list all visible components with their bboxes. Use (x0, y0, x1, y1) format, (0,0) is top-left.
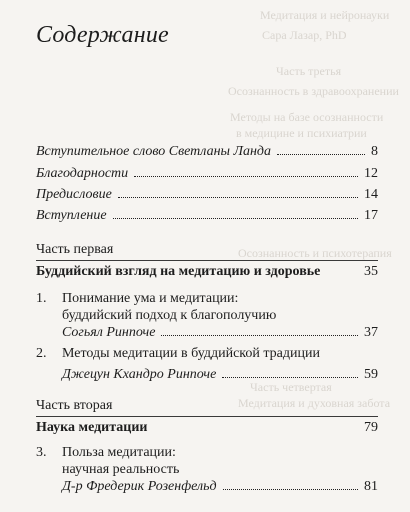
bleed-through-text: Медитация и нейронауки (260, 8, 390, 22)
part-label: Часть первая (36, 242, 114, 257)
leader-dots (161, 335, 358, 336)
toc-entry-label: Вступительное слово Светланы Ланда (36, 144, 271, 159)
toc-entry (36, 208, 378, 224)
part-title-text: Наука медитации (36, 420, 148, 435)
chapter-title-line: буддийский подход к благополучию (62, 308, 277, 323)
bleed-through-text: Осознанность и психотерапия (238, 246, 392, 260)
toc-entry-label: Предисловие (36, 187, 112, 202)
bleed-through-text: Сара Лазар, PhD (262, 28, 347, 42)
chapter-title-line: научная реальность (62, 462, 180, 477)
toc-entry-label: Вступление (36, 208, 107, 223)
bleed-through-text: Медитация и духовная забота (238, 396, 391, 410)
chapter-page: 59 (364, 367, 378, 382)
part-title-page: 35 (364, 264, 378, 279)
chapter-entry (36, 444, 378, 495)
toc-entry-page: 12 (364, 166, 378, 181)
part-label: Часть вторая (36, 398, 113, 413)
part-title (36, 264, 378, 280)
divider (36, 416, 378, 417)
chapter-number: 3. (36, 445, 47, 460)
toc-entry-label: Благодарности (36, 166, 129, 181)
leader-dots (113, 218, 358, 219)
divider (36, 260, 378, 261)
leader-dots (118, 197, 358, 198)
bleed-through-text: в медицине и психиатрии (236, 126, 367, 140)
bleed-through-text: Осознанность в здравоохранении (228, 84, 399, 98)
chapter-entry (36, 290, 378, 341)
part-title-page: 79 (364, 420, 378, 435)
chapter-author: Д-р Фредерик Розенфельд (62, 479, 217, 494)
chapter-page: 81 (364, 479, 378, 494)
part-title-text: Буддийский взгляд на медитацию и здоровье (36, 264, 321, 279)
bleed-through-text: Часть третья (276, 64, 342, 78)
chapter-page: 37 (364, 325, 378, 340)
chapter-entry (36, 345, 378, 383)
chapter-number: 2. (36, 346, 47, 361)
chapter-title-line: Понимание ума и медитации: (62, 291, 239, 306)
leader-dots (277, 154, 365, 155)
chapter-title-line: Польза медитации: (62, 445, 176, 460)
toc-entry (36, 166, 378, 182)
chapter-number: 1. (36, 291, 47, 306)
toc-entry (36, 144, 378, 160)
bleed-through-text: Методы на базе осознанности (230, 110, 384, 124)
bleed-through-text: Часть четвертая (250, 380, 332, 394)
toc-entry (36, 187, 378, 203)
leader-dots (223, 489, 358, 490)
toc-entry-page: 17 (364, 208, 378, 223)
chapter-author: Джецун Кхандро Ринпоче (62, 367, 217, 382)
chapter-author: Согьял Ринпоче (62, 325, 156, 340)
chapter-title-line: Методы медитации в буддийской традиции (62, 346, 320, 361)
toc-entry-page: 8 (371, 144, 378, 159)
leader-dots (222, 377, 358, 378)
page-title: Содержание (36, 22, 169, 48)
part-title (36, 420, 378, 436)
toc-entry-page: 14 (364, 187, 378, 202)
leader-dots (134, 176, 358, 177)
